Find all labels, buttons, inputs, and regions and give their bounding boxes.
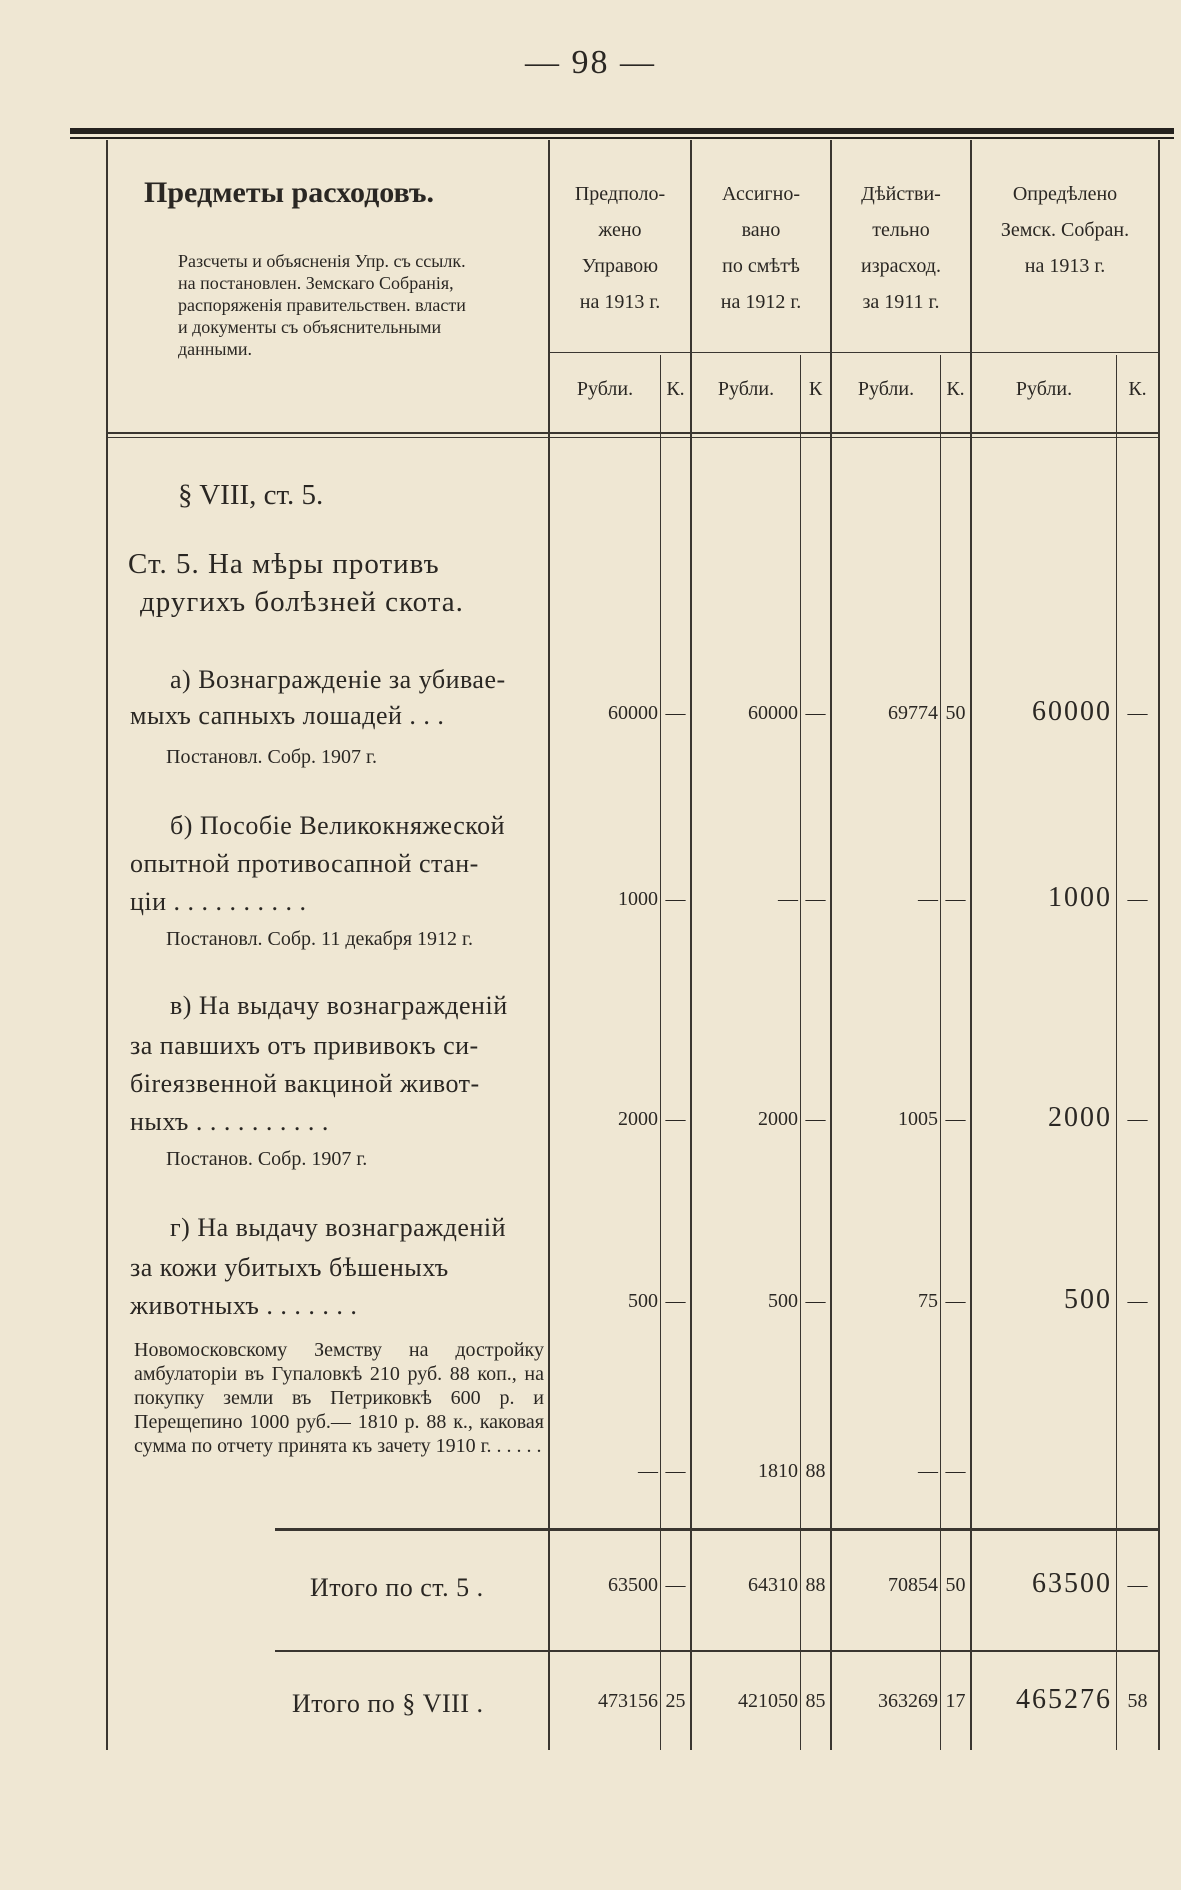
item-2-col-0-rubles: 2000 [618,1108,658,1130]
kop-separator-1 [660,355,661,1750]
kop-separator-3 [940,355,941,1750]
total-0-col-3-rubles: 63500 [1032,1568,1112,1599]
total-1-col-0-kopecks: 25 [665,1690,686,1712]
item-1-col-2-kopecks: — [945,888,966,910]
header-subtitle: Разсчеты и объясненія Упр. съ ссылк. на постановлен. Земскаго Собранія, распоряженія правительствен. власти и документы съ объяснительными данными. [178,251,466,359]
item-0-col-2-rubles: 69774 [888,702,938,724]
total-article-label: Итого по ст. 5 . [310,1573,484,1602]
item-1-col-3-rubles: 1000 [1048,882,1112,913]
total-0-col-1-rubles: 64310 [748,1574,798,1596]
total-0-col-1-kopecks: 88 [805,1574,826,1596]
item-2-col-3-kopecks: — [1127,1108,1148,1130]
item-3-col-3-kopecks: — [1127,1290,1148,1312]
item-0-col-0-rubles: 60000 [608,702,658,724]
unit-row-rule [548,352,1158,353]
item-c-line-2: за павшихъ отъ прививокъ си- [130,1031,479,1060]
unit-kop-1: К. [666,378,685,400]
total-0-col-2-kopecks: 50 [945,1574,966,1596]
item-4-col-1-kopecks: 88 [805,1460,826,1482]
item-c-line-4: ныхъ . . . . . . . . . . [130,1107,329,1136]
kop-separator-4 [1116,355,1117,1750]
header-bottom-rule-2 [108,437,1158,438]
item-3-col-1-rubles: 500 [768,1290,798,1312]
item-3-col-3-rubles: 500 [1064,1284,1112,1315]
article-title-line-1: Ст. 5. На мѣры противъ [128,548,440,580]
item-4-col-1-rubles: 1810 [758,1460,798,1482]
item-a-note: Постановл. Собр. 1907 г. [166,746,378,768]
item-4-col-0-rubles: — [638,1460,658,1482]
item-1-col-0-rubles: 1000 [618,888,658,910]
item-d-line-3: животныхъ . . . . . . . [130,1291,358,1320]
item-4-col-2-rubles: — [918,1460,938,1482]
column-header-determined: Опредѣлено Земск. Собран. на 1913 г. [1000,183,1130,277]
item-0-col-0-kopecks: — [665,702,686,724]
item-c-line-3: бireязвенной вакциной живот- [130,1069,480,1098]
item-4-col-0-kopecks: — [665,1460,686,1482]
column-header-spent: Дѣйстви- тельно израсход. за 1911 г. [861,183,941,313]
item-2-col-3-rubles: 2000 [1048,1102,1112,1133]
item-a-line-2: мыхъ сапныхъ лошадей . . . [130,701,445,730]
total-1-col-1-kopecks: 85 [805,1690,826,1712]
item-b-line-3: ціи . . . . . . . . . . [130,887,307,916]
item-d-line-1: г) На выдачу вознагражденій [170,1213,506,1242]
item-0-col-3-kopecks: — [1127,702,1148,724]
item-1-col-2-rubles: — [918,888,938,910]
total-1-col-1-rubles: 421050 [738,1690,798,1712]
unit-rub-3: Рубли. [857,378,915,400]
item-0-col-1-rubles: 60000 [748,702,798,724]
total-1-col-3-rubles: 465276 [1016,1684,1112,1715]
item-2-col-2-kopecks: — [945,1108,966,1130]
item-1-col-1-rubles: — [778,888,798,910]
item-a-line-1: а) Вознагражденіе за убивае- [170,665,506,694]
item-note-paragraph: Новомосковскому Земству на достройку амбулаторіи въ Гупаловкѣ 210 руб. 88 коп., на покупку земли въ Петриковкѣ 600 р. и Перещепино 1000 руб.— 1810 р. 88 к., каковая сумма по отчету принята къ зачету 1910 г. . . . . . [134,1339,544,1457]
item-1-col-0-kopecks: — [665,888,686,910]
unit-rub-2: Рубли. [717,378,775,400]
item-3-col-0-kopecks: — [665,1290,686,1312]
unit-kop-3: К. [946,378,965,400]
total-0-col-3-kopecks: — [1127,1574,1148,1596]
item-b-note: Постановл. Собр. 11 декабря 1912 г. [166,928,473,950]
item-2-col-0-kopecks: — [665,1108,686,1130]
unit-rub-1: Рубли. [576,378,634,400]
column-header-proposed: Предполо- жено Управою на 1913 г. [574,183,666,313]
item-0-col-2-kopecks: 50 [945,702,966,724]
total-0-col-0-rubles: 63500 [608,1574,658,1596]
item-1-col-1-kopecks: — [805,888,826,910]
left-border [106,140,108,1750]
item-3-col-0-rubles: 500 [628,1290,658,1312]
item-3-col-1-kopecks: — [805,1290,826,1312]
item-b-line-1: б) Пособіе Великокняжеской [170,811,506,840]
item-0-col-1-kopecks: — [805,702,826,724]
header-title: Предметы расходовъ. [144,176,434,209]
item-b-line-2: опытной противосапной стан- [130,849,479,878]
total-1-col-2-kopecks: 17 [945,1690,966,1712]
total-1-col-3-kopecks: 58 [1127,1690,1148,1712]
total-section-label: Итого по § VIII . [292,1689,484,1718]
total-0-col-2-rubles: 70854 [888,1574,938,1596]
item-4-col-2-kopecks: — [945,1460,966,1482]
top-rule [70,128,1174,134]
item-1-col-3-kopecks: — [1127,888,1148,910]
item-d-line-2: за кожи убитыхъ бѣшеныхъ [130,1253,449,1282]
right-border [1158,140,1160,1750]
item-3-col-2-rubles: 75 [918,1290,938,1312]
kop-separator-2 [800,355,801,1750]
item-c-line-1: в) На выдачу вознагражденій [170,991,508,1020]
unit-kop-2: К [808,378,823,400]
unit-kop-4: К. [1128,378,1147,400]
article-title-line-2: другихъ болѣзней скота. [140,586,464,618]
total-1-col-0-rubles: 473156 [598,1690,658,1712]
item-2-col-1-rubles: 2000 [758,1108,798,1130]
section-title: § VIII, ст. 5. [178,479,324,511]
unit-rub-4: Рубли. [1015,378,1073,400]
item-0-col-3-rubles: 60000 [1032,696,1112,727]
item-2-col-1-kopecks: — [805,1108,826,1130]
header-bottom-rule [108,432,1158,434]
total-1-col-2-rubles: 363269 [878,1690,938,1712]
totals-rule [275,1528,1158,1531]
item-3-col-2-kopecks: — [945,1290,966,1312]
total-0-col-0-kopecks: — [665,1574,686,1596]
item-2-col-2-rubles: 1005 [898,1108,938,1130]
column-header-assigned: Ассигно- вано по смѣтѣ на 1912 г. [720,183,802,313]
item-c-note: Постанов. Собр. 1907 г. [166,1148,368,1170]
page-number: — 98 — [525,44,656,81]
total-2-rule [275,1650,1158,1652]
top-rule-thin [70,137,1174,139]
